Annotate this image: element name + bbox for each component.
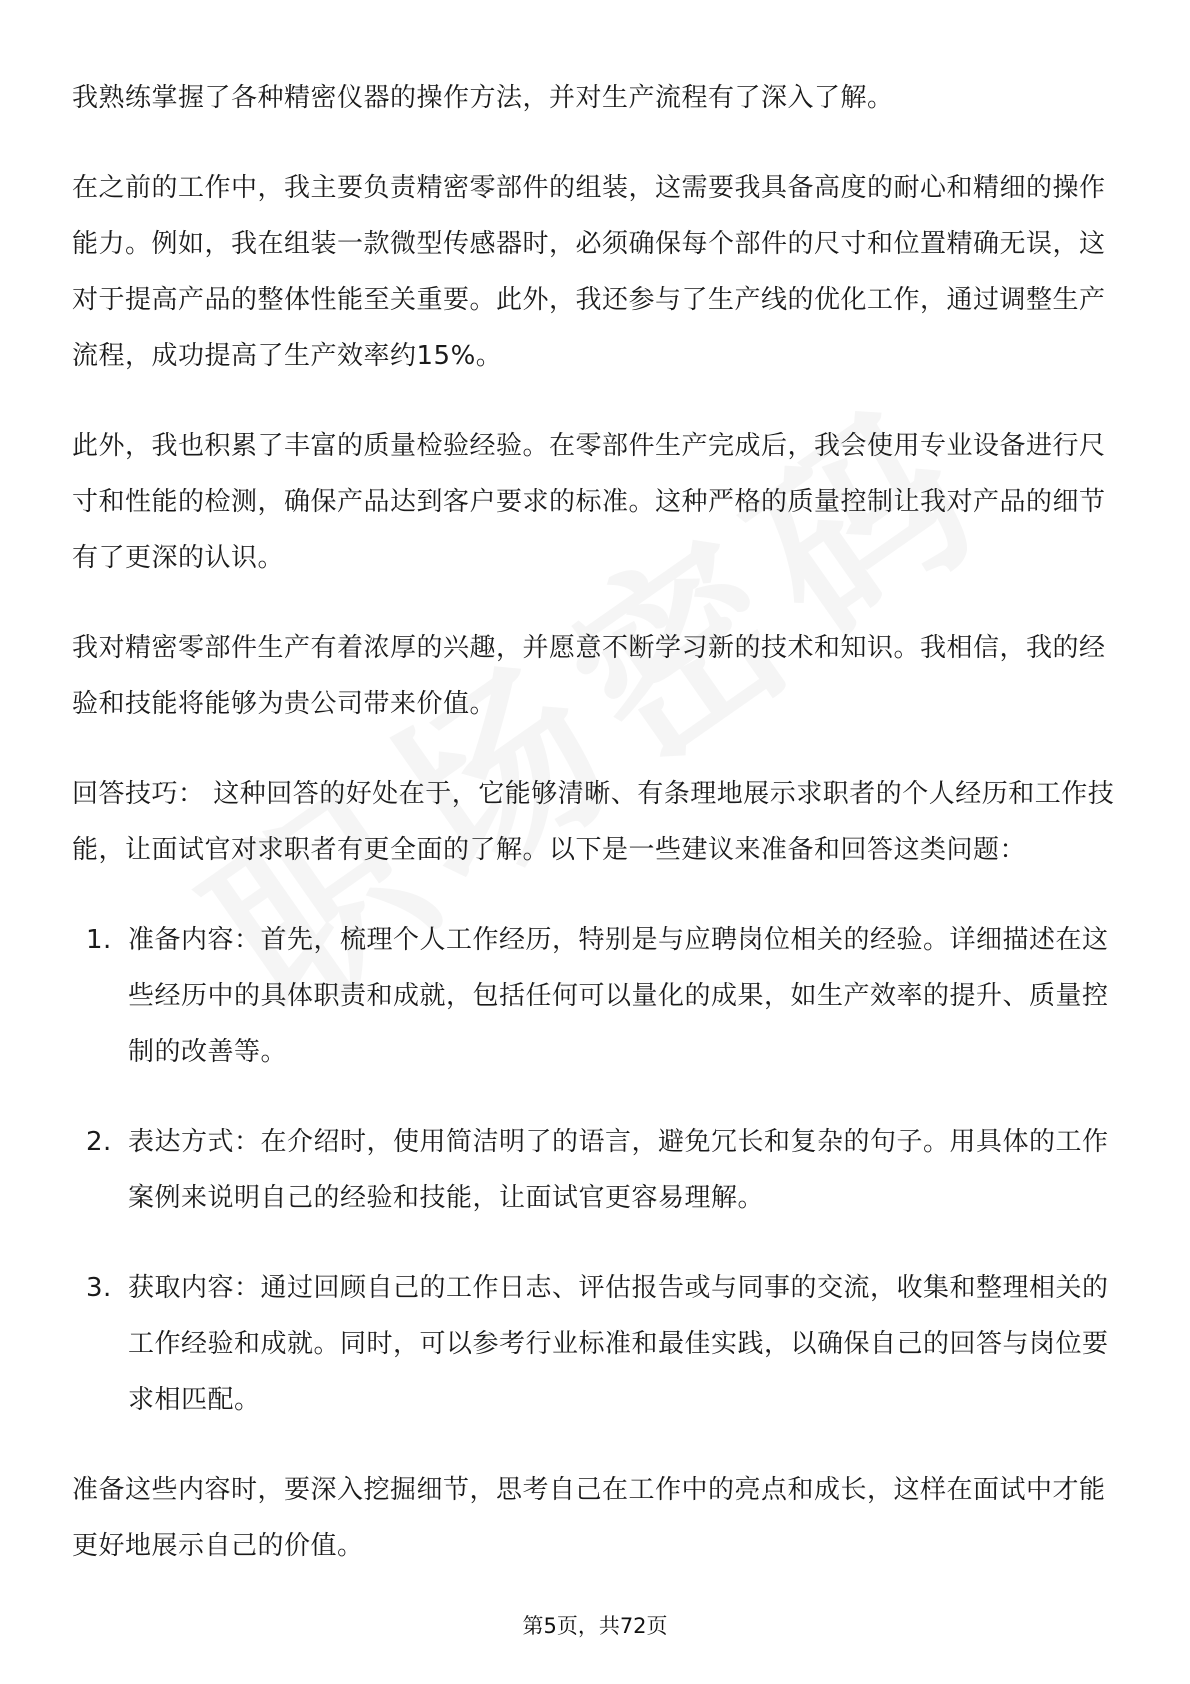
list-item	[72, 1114, 1122, 1226]
page-number-footer: 第5页，共72页	[522, 1614, 668, 1638]
document-page	[72, 70, 1122, 1608]
list-item-number: 3.	[86, 1273, 112, 1303]
paragraph-skills: 我熟练掌握了各种精密仪器的操作方法，并对生产流程有了深入了解。	[72, 83, 894, 113]
list-item-text: 表达方式：在介绍时，使用简洁明了的语言，避免冗长和复杂的句子。用具体的工作案例来说明自己的经验和技能，让面试官更容易理解。	[128, 1127, 1109, 1213]
paragraph-answer-tips: 回答技巧： 这种回答的好处在于，它能够清晰、有条理地展示求职者的个人经历和工作技能，让面试官对求职者有更全面的了解。以下是一些建议来准备和回答这类问题：	[72, 779, 1115, 865]
paragraph-quality: 此外，我也积累了丰富的质量检验经验。在零部件生产完成后，我会使用专业设备进行尺寸和性能的检测，确保产品达到客户要求的标准。这种严格的质量控制让我对产品的细节有了更深的认识。	[72, 431, 1106, 573]
list-item-number: 1.	[86, 925, 112, 955]
list-item-number: 2.	[86, 1127, 112, 1157]
list-item	[72, 912, 1122, 1080]
paragraph-closing: 准备这些内容时，要深入挖掘细节，思考自己在工作中的亮点和成长，这样在面试中才能更好地展示自己的价值。	[72, 1475, 1106, 1561]
paragraph-experience: 在之前的工作中，我主要负责精密零部件的组装，这需要我具备高度的耐心和精细的操作能力。例如，我在组装一款微型传感器时，必须确保每个部件的尺寸和位置精确无误，这对于提高产品的整体性能至关重要。此外，我还参与了生产线的优化工作，通过调整生产流程，成功提高了生产效率约15%。	[72, 173, 1106, 371]
paragraph-interest: 我对精密零部件生产有着浓厚的兴趣，并愿意不断学习新的技术和知识。我相信，我的经验和技能将能够为贵公司带来价值。	[72, 633, 1106, 719]
list-item-text: 准备内容：首先，梳理个人工作经历，特别是与应聘岗位相关的经验。详细描述在这些经历中的具体职责和成就，包括任何可以量化的成果，如生产效率的提升、质量控制的改善等。	[128, 925, 1109, 1067]
tips-list	[72, 912, 1122, 1428]
list-item-text: 获取内容：通过回顾自己的工作日志、评估报告或与同事的交流，收集和整理相关的工作经验和成就。同时，可以参考行业标准和最佳实践，以确保自己的回答与岗位要求相匹配。	[128, 1273, 1109, 1415]
list-item	[72, 1260, 1122, 1428]
